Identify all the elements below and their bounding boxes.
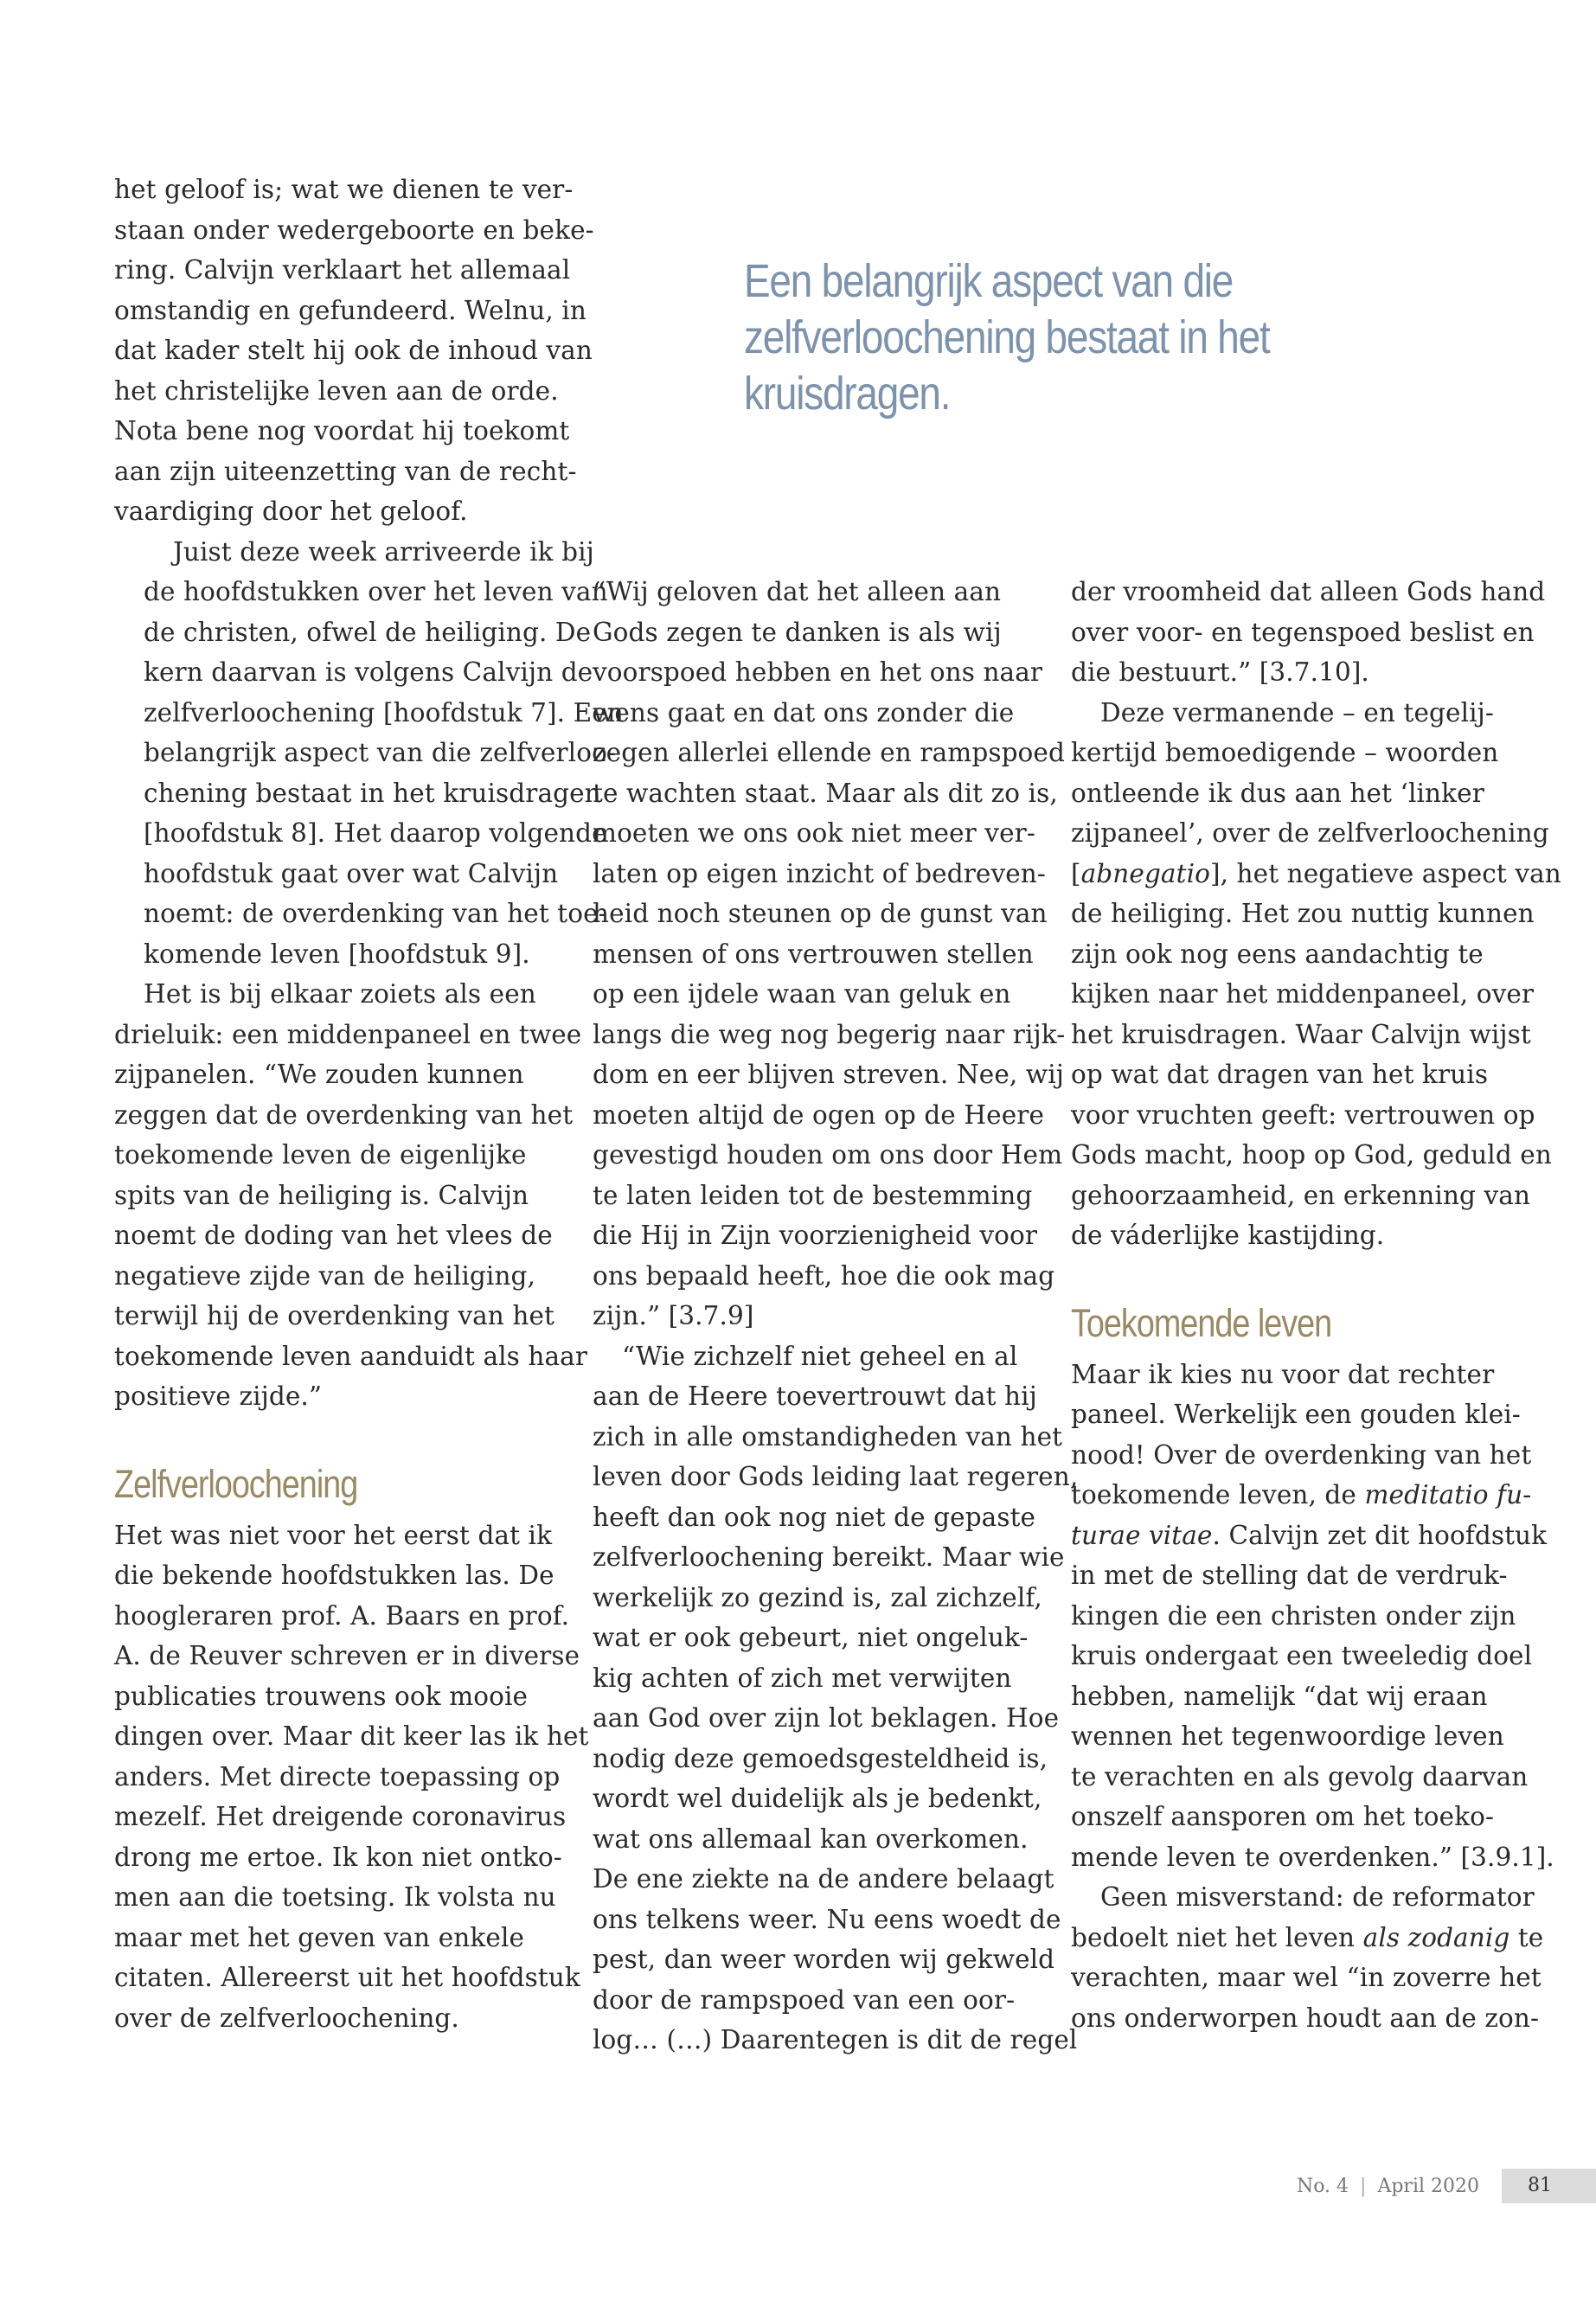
paragraph: Deze vermanende – en tegelij- kertijd bemoedigende – woorden ontleende ik dus aan het ‘linker zijpaneel’, over de zelfverloochening [abnegatio], het negatieve aspect van de heiliging. Het zou nuttig kunnen zijn ook nog eens aandachtig te kijken naar het middenpaneel, over het kruisdragen. Waar Calvijn wijst op wat dat dragen van het kruis voor vruchten geeft: vertrouwen op Gods macht, hoop op God, geduld en gehoorzaamheid, en erkenning van de váderlijke kastijding. <box>1071 697 1561 1250</box>
issue-date: April 2020 <box>1377 2176 1479 2197</box>
pull-quote: Een belangrijk aspect van die zelfverloochening bestaat in het kruisdragen. <box>744 255 1270 420</box>
section-heading-toekomende-leven: Toekomende leven <box>1071 1300 1332 1345</box>
paragraph: Maar ik kies nu voor dat rechter paneel. Werkelijk een gouden klei- nood! Over de overdenking van het toekomende leven, de meditatio fu- turae vitae. Calvijn zet dit hoofdstuk in met de stelling dat de verdruk- kingen die een christen onder zijn kruis ondergaat een tweeledig doel hebben, namelijk “dat wij eraan wennen het tegenwoordige leven te verachten en als gevolg daarvan onszelf aansporen om het toeko- mende leven te overdenken.” [3.9.1]. <box>1071 1359 1554 1872</box>
paragraph: Geen misverstand: de reformator bedoelt niet het leven als zodanig te verachten, maar wel “in zoverre het ons onderworpen houdt aan de zon- <box>1071 1882 1544 2033</box>
issue-number: No. 4 <box>1296 2176 1349 2197</box>
paragraph: Het is bij elkaar zoiets als een drieluik: een middenpaneel en twee zijpanelen. “We zouden kunnen zeggen dat de overdenking van het toekomende leven de eigenlijke spits van de heiliging is. Calvijn noemt de doding van het vlees de negatieve zijde van de heiliging, terwijl hij de overdenking van het toekomende leven aanduidt als haar positieve zijde.” <box>114 979 588 1411</box>
footer-separator: | <box>1360 2176 1367 2197</box>
paragraph: Het was niet voor het eerst dat ik die bekende hoofdstukken las. De hoogleraren prof. A. Baars en prof. A. de Reuver schreven er in diverse publicaties trouwens ook mooie dingen over. Maar dit keer las ik het anders. Met directe toepassing op mezelf. Het dreigende coronavirus drong me ertoe. Ik kon niet ontko- men aan die toetsing. Ik volsta nu maar met het geven van enkele citaten. Allereerst uit het hoofdstuk over de zelfverloochening. <box>114 1520 589 2033</box>
column-1 <box>114 170 624 2038</box>
paragraph: Juist deze week arriveerde ik bij de hoofdstukken over het leven van de christen, ofwel de heiliging. De kern daarvan is volgens Calvijn de zelfverloochening [hoofdstuk 7]. Een belangrijk aspect van die zelfverloo- chening bestaat in het kruisdragen [hoofdstuk 8]. Het daarop volgende hoofdstuk gaat over wat Calvijn noemt: de overdenking van het toe- komende leven [hoofdstuk 9]. <box>144 536 624 969</box>
paragraph: “Wie zichzelf niet geheel en al aan de Heere toevertrouwt dat hij zich in alle omstandigheden van het leven door Gods leiding laat regeren, heeft dan ook nog niet de gepaste zelfverloochening bereikt. Maar wie werkelijk zo gezind is, zal zichzelf, wat er ook gebeurt, niet ongeluk- kig achten of zich met verwijten aan God over zijn lot beklagen. Hoe nodig deze gemoedsgesteldheid is, wordt wel duidelijk als je bedenkt, wat ons allemaal kan overkomen. De ene ziekte na de andere belaagt ons telkens weer. Nu eens woedt de pest, dan weer worden wij gekweld door de rampspoed van een oor- log… (…) Daarentegen is dit de regel <box>593 1341 1079 2054</box>
page-footer <box>1228 2169 1596 2203</box>
issue-info <box>1297 2176 1479 2197</box>
paragraph: het geloof is; wat we dienen te ver- staan onder wedergeboorte en beke- ring. Calvijn verklaart het allemaal omstandig en gefundeerd. Welnu, in dat kader stelt hij ook de inhoud van het christelijke leven aan de orde. Nota bene nog voordat hij toekomt aan zijn uiteenzetting van de recht- vaardiging door het geloof. <box>114 175 594 526</box>
paragraph: der vroomheid dat alleen Gods hand over voor- en tegenspoed beslist en die bestuurt.” [3.7.10]. <box>1071 577 1546 687</box>
column-2 <box>593 572 1079 2061</box>
page-number: 81 <box>1502 2169 1596 2203</box>
section-heading-zelfverloochening: Zelfverloochening <box>114 1461 358 1506</box>
column-3 <box>1071 572 1561 2038</box>
paragraph: “Wij geloven dat het alleen aan Gods zegen te danken is als wij voorspoed hebben en het ons naar wens gaat en dat ons zonder die zegen allerlei ellende en rampspoed te wachten staat. Maar als dit zo is, moeten we ons ook niet meer ver- laten op eigen inzicht of bedreven- heid noch steunen op de gunst van mensen of ons vertrouwen stellen op een ijdele waan van geluk en langs die weg nog begerig naar rijk- dom en eer blijven streven. Nee, wij moeten altijd de ogen op de Heere gevestigd houden om ons door Hem te laten leiden tot de bestemming die Hij in Zijn voorzienigheid voor ons bepaald heeft, hoe die ook mag zijn.” [3.7.9] <box>593 577 1066 1330</box>
